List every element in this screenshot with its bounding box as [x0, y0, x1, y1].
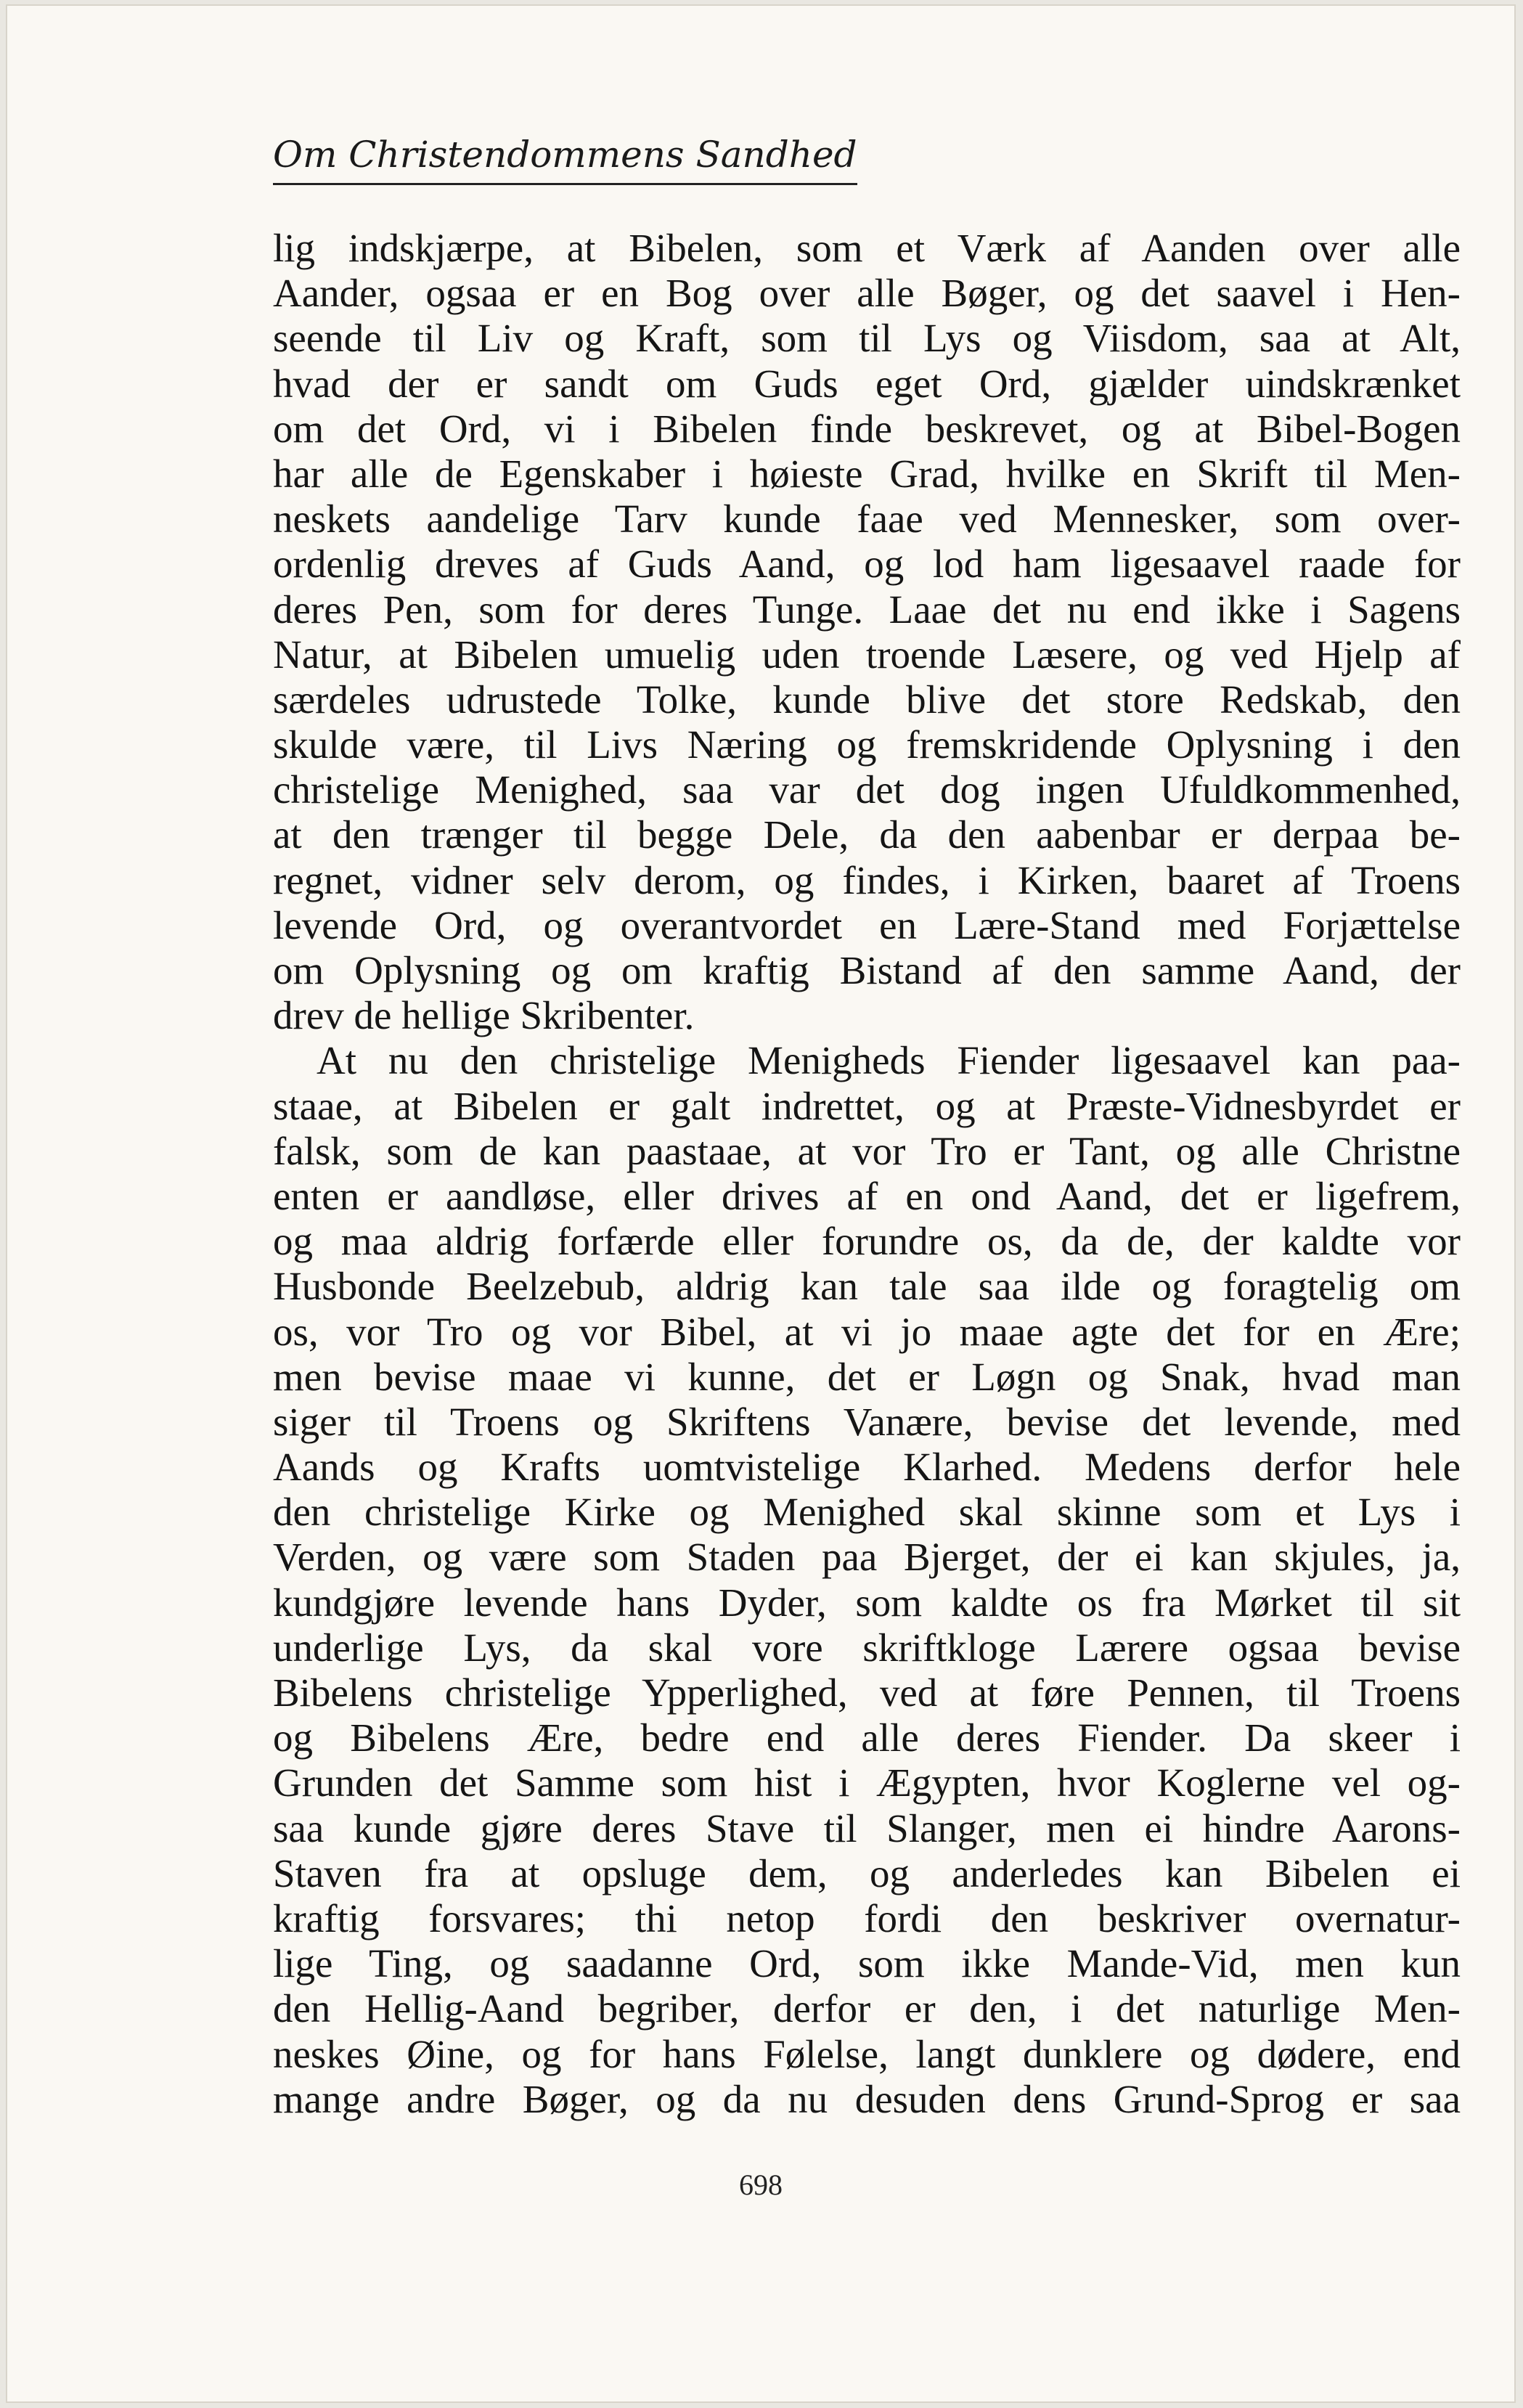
paragraph: [273, 1038, 1461, 2122]
text-line: Verden, og være som Staden paa Bjerget, der ei kan skjules, ja,: [273, 1535, 1461, 1580]
text-line: lige Ting, og saadanne Ord, som ikke Mande-Vid, men kun: [273, 1941, 1461, 1986]
text-line: seende til Liv og Kraft, som til Lys og Viisdom, saa at Alt,: [273, 316, 1461, 361]
text-line: regnet, vidner selv derom, og findes, i Kirken, baaret af Troens: [273, 857, 1461, 902]
text-line: og maa aldrig forfærde eller forundre os, da de, der kaldte vor: [273, 1219, 1461, 1264]
text-line: saa kunde gjøre deres Stave til Slanger, men ei hindre Aarons-: [273, 1805, 1461, 1850]
text-line: Natur, at Bibelen umuelig uden troende Læsere, og ved Hjelp af: [273, 632, 1461, 677]
body-text: [273, 226, 1461, 2122]
text-line: særdeles udrustede Tolke, kunde blive det store Redskab, den: [273, 677, 1461, 722]
text-line: Aands og Krafts uomtvistelige Klarhed. Medens derfor hele: [273, 1445, 1461, 1490]
text-line: falsk, som de kan paastaae, at vor Tro er Tant, og alle Christne: [273, 1128, 1461, 1173]
running-head: Om Christendommens Sandhed: [273, 134, 857, 185]
text-line: mange andre Bøger, og da nu desuden dens Grund-Sprog er saa: [273, 2076, 1461, 2121]
text-line: men bevise maae vi kunne, det er Løgn og Snak, hvad man: [273, 1354, 1461, 1399]
text-line: Aander, ogsaa er en Bog over alle Bøger, og det saavel i Hen-: [273, 271, 1461, 316]
text-line: enten er aandløse, eller drives af en ond Aand, det er ligefrem,: [273, 1173, 1461, 1218]
text-line: hvad der er sandt om Guds eget Ord, gjælder uindskrænket: [273, 361, 1461, 406]
text-line: og Bibelens Ære, bedre end alle deres Fiender. Da skeer i: [273, 1715, 1461, 1760]
text-line: Staven fra at opsluge dem, og anderledes kan Bibelen ei: [273, 1850, 1461, 1895]
text-line: Husbonde Beelzebub, aldrig kan tale saa ilde og foragtelig om: [273, 1264, 1461, 1309]
text-line: underlige Lys, da skal vore skriftkloge Lærere ogsaa bevise: [273, 1625, 1461, 1670]
text-line: os, vor Tro og vor Bibel, at vi jo maae agte det for en Ære;: [273, 1309, 1461, 1354]
text-line: om Oplysning og om kraftig Bistand af den samme Aand, der: [273, 948, 1461, 992]
book-page: [6, 4, 1516, 2403]
text-line: At nu den christelige Menigheds Fiender ligesaavel kan paa-: [317, 1038, 1461, 1083]
text-line: siger til Troens og Skriftens Vanære, bevise det levende, med: [273, 1399, 1461, 1444]
text-line: den Hellig-Aand begriber, derfor er den, i det naturlige Men-: [273, 1986, 1461, 2031]
page-number: 698: [739, 2168, 783, 2201]
text-line: kundgjøre levende hans Dyder, som kaldte os fra Mørket til sit: [273, 1580, 1461, 1625]
text-line: den christelige Kirke og Menighed skal skinne som et Lys i: [273, 1490, 1461, 1535]
text-line: drev de hellige Skribenter.: [273, 993, 695, 1038]
text-line: Bibelens christelige Ypperlighed, ved at føre Pennen, til Troens: [273, 1670, 1461, 1715]
text-line: neskets aandelige Tarv kunde faae ved Mennesker, som over-: [273, 497, 1461, 542]
text-line: om det Ord, vi i Bibelen finde beskrevet, og at Bibel-Bogen: [273, 406, 1461, 451]
text-line: kraftig forsvares; thi netop fordi den beskriver overnatur-: [273, 1895, 1461, 1940]
text-line: neskes Øine, og for hans Følelse, langt dunklere og dødere, end: [273, 2031, 1461, 2076]
text-line: christelige Menighed, saa var det dog ingen Ufuldkommenhed,: [273, 767, 1461, 812]
text-line: lig indskjærpe, at Bibelen, som et Værk af Aanden over alle: [273, 226, 1461, 270]
text-line: Grunden det Samme som hist i Ægypten, hvor Koglerne vel og-: [273, 1760, 1461, 1805]
text-line: skulde være, til Livs Næring og fremskridende Oplysning i den: [273, 722, 1461, 767]
text-line: deres Pen, som for deres Tunge. Laae det nu end ikke i Sagens: [273, 587, 1461, 632]
text-line: ordenlig dreves af Guds Aand, og lod ham ligesaavel raade for: [273, 542, 1461, 587]
text-line: har alle de Egenskaber i høieste Grad, hvilke en Skrift til Men-: [273, 451, 1461, 496]
text-line: staae, at Bibelen er galt indrettet, og at Præste-Vidnesbyrdet er: [273, 1083, 1461, 1128]
paragraph: [273, 226, 1461, 1038]
text-line: levende Ord, og overantvordet en Lære-Stand med Forjættelse: [273, 902, 1461, 947]
text-line: at den trænger til begge Dele, da den aabenbar er derpaa be-: [273, 812, 1461, 857]
